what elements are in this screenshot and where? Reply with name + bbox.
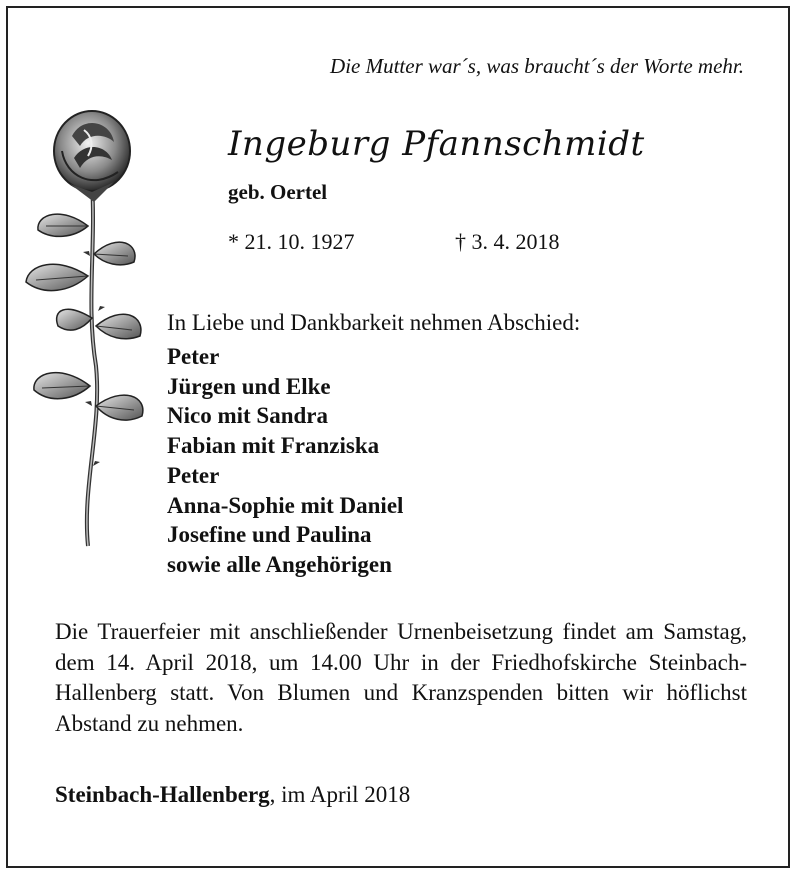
mourner-item: Josefine und Paulina (167, 522, 372, 548)
deceased-name: Ingeburg Pfannschmidt (228, 124, 645, 164)
mourners-list (167, 342, 403, 580)
mourner-item: Fabian mit Franziska (167, 433, 380, 459)
date-suffix: , im April 2018 (269, 782, 411, 807)
motto: Die Mutter war´s, was braucht´s der Worte mehr. (330, 54, 744, 78)
place-date-line (55, 782, 410, 808)
mourner-item: Anna-Sophie mit Daniel (167, 492, 404, 518)
service-announcement: Die Trauerfeier mit anschließender Urnenbeisetzung findet am Samstag, dem 14. April 2018, um 14.00 Uhr in der Friedhofskirche Steinbach-Hallenberg statt. Von Blumen und Kranzspenden bitten wir höflichst Abstand zu nehmen. (55, 619, 747, 736)
maiden-name: geb. Oertel (228, 180, 328, 204)
mourner-item: Peter (167, 462, 220, 488)
mourner-item: Jürgen und Elke (167, 373, 331, 399)
farewell-line: In Liebe und Dankbarkeit nehmen Abschied: (167, 310, 581, 335)
rose-icon (22, 106, 152, 556)
mourner-item: Peter (167, 344, 220, 369)
birth-date: * 21. 10. 1927 (228, 229, 355, 254)
mourner-item: sowie alle Angehörigen (167, 551, 392, 577)
place: Steinbach-Hallenberg (55, 782, 270, 807)
death-date: † 3. 4. 2018 (455, 229, 560, 254)
mourner-item: Nico mit Sandra (167, 403, 328, 429)
